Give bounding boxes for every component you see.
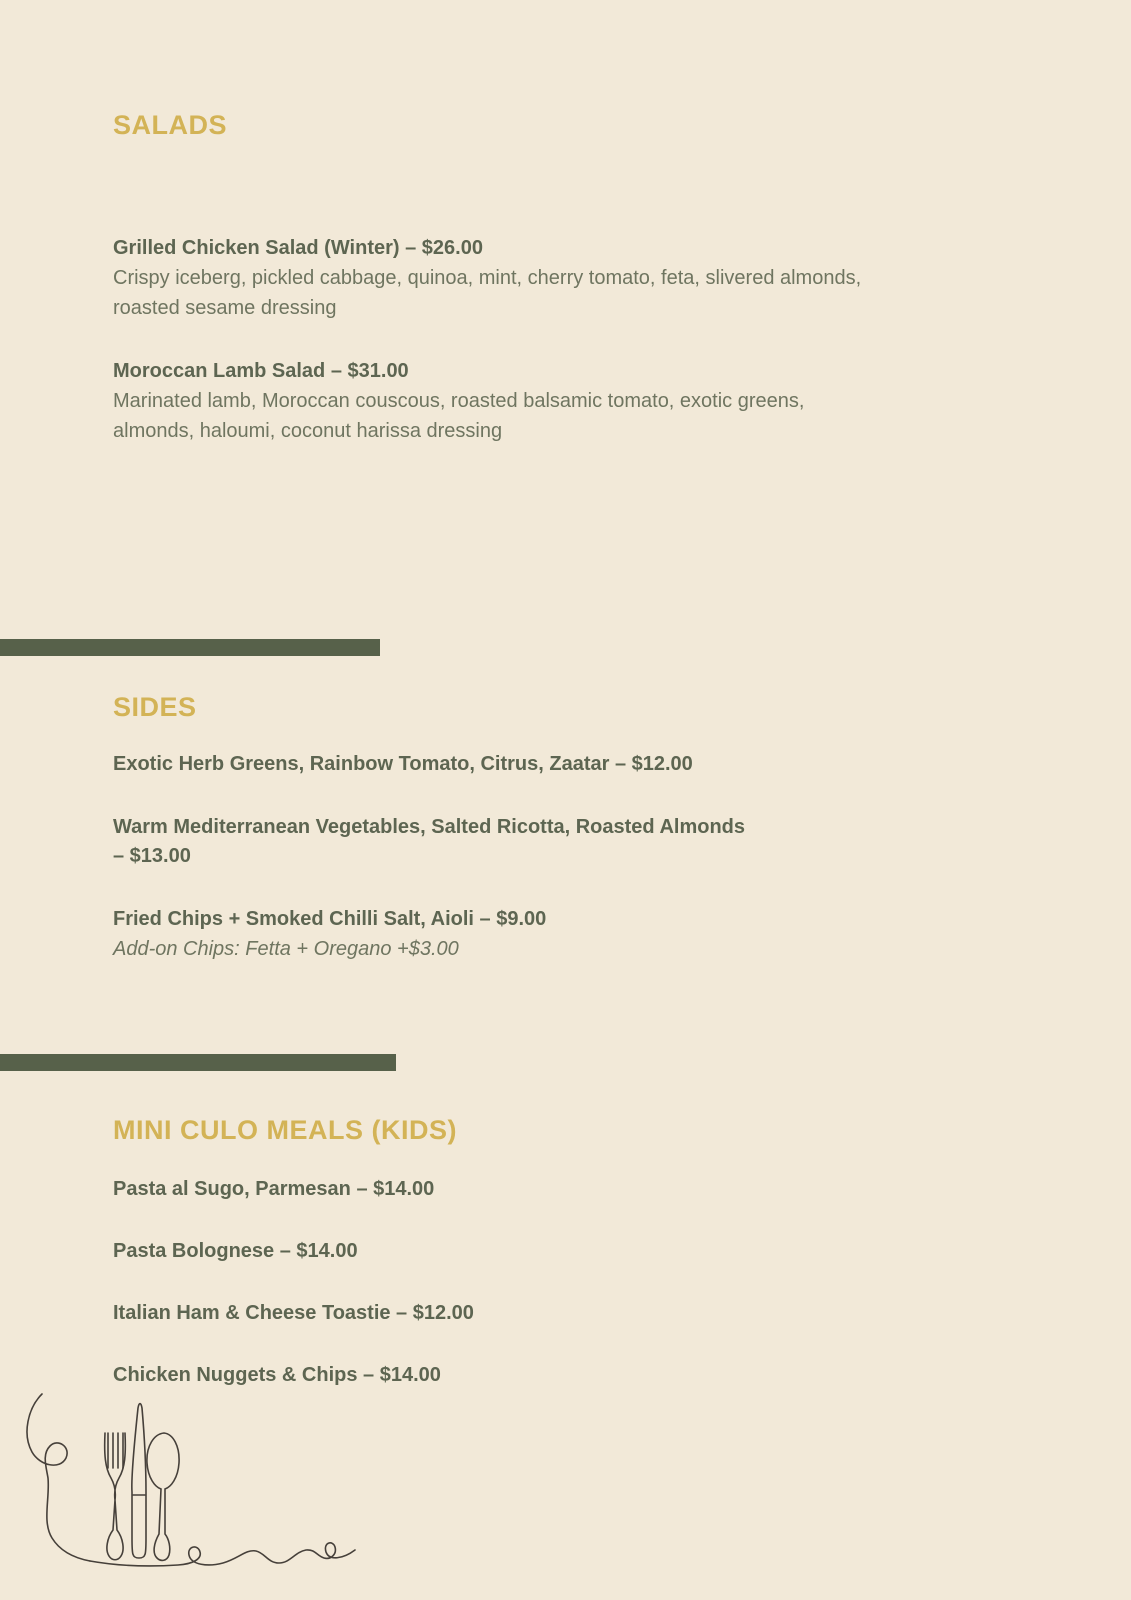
item-name: Italian Ham & Cheese Toastie – $12.00 xyxy=(113,1302,474,1324)
section-title-sides: SIDES xyxy=(113,692,197,722)
cutlery-line-art-icon xyxy=(18,1386,363,1600)
menu-item-ham-cheese-toastie xyxy=(113,1299,1018,1328)
menu-item-pasta-bolognese xyxy=(113,1237,1018,1266)
item-name: Grilled Chicken Salad (Winter) – $26.00 xyxy=(113,237,483,259)
item-name: Pasta al Sugo, Parmesan – $14.00 xyxy=(113,1178,435,1200)
item-name: Pasta Bolognese – $14.00 xyxy=(113,1240,358,1262)
menu-item-exotic-herb-greens xyxy=(113,750,1018,779)
item-name: Exotic Herb Greens, Rainbow Tomato, Citrus, Zaatar – $12.00 xyxy=(113,753,693,775)
section-title-salads: SALADS xyxy=(113,110,228,140)
menu-item-warm-mediterranean-vegetables xyxy=(113,813,1018,871)
menu-item-grilled-chicken-salad xyxy=(113,234,1018,323)
section-divider-bar xyxy=(0,639,380,656)
menu-item-moroccan-lamb-salad xyxy=(113,357,1018,446)
item-addon-note: Add-on Chips: Fetta + Oregano +$3.00 xyxy=(113,938,459,960)
section-title-kids-meals: MINI CULO MEALS (KIDS) xyxy=(113,1115,457,1145)
item-name: Fried Chips + Smoked Chilli Salt, Aioli – $9.00 xyxy=(113,908,547,930)
item-name: Chicken Nuggets & Chips – $14.00 xyxy=(113,1364,441,1386)
item-name: Moroccan Lamb Salad – $31.00 xyxy=(113,360,409,382)
menu-item-fried-chips xyxy=(113,905,1018,964)
menu-item-pasta-al-sugo xyxy=(113,1175,1018,1204)
item-description: Marinated lamb, Moroccan couscous, roasted balsamic tomato, exotic greens, almonds, haloumi, coconut harissa dressing xyxy=(113,390,805,442)
item-description: Crispy iceberg, pickled cabbage, quinoa, mint, cherry tomato, feta, slivered almonds, roasted sesame dressing xyxy=(113,267,862,319)
section-divider-bar xyxy=(0,1054,396,1071)
section-sides xyxy=(0,656,1131,964)
section-kids-meals xyxy=(0,1071,1131,1390)
section-salads xyxy=(0,0,1131,446)
item-name: Warm Mediterranean Vegetables, Salted Ricotta, Roasted Almonds – $13.00 xyxy=(113,816,746,867)
